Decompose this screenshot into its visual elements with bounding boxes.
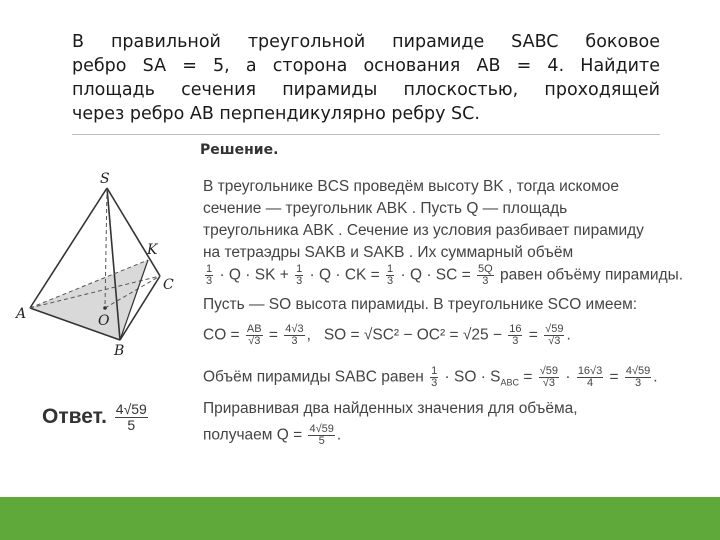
pyramid-figure <box>10 168 185 358</box>
problem-line-4: через ребро AB перпендикулярно ребру SC. <box>72 104 480 124</box>
solution-line-1: В треугольнике BCS проведём высоту BK , тогда искомое <box>203 178 620 195</box>
fraction: $\frac{16}{3}$ <box>509 323 522 347</box>
solution-line-6: Пусть — SO высота пирамиды. В треугольнике SCO имеем: <box>203 296 638 313</box>
solution-line-10: получаем Q = $\frac{4√59}{5}$ . <box>203 423 342 447</box>
problem-line-1: В правильной треугольной пирамиде SABC боковое <box>72 32 660 52</box>
solution-line-3: треугольника ABK . Сечение из условия разбивает пирамиду <box>203 222 644 239</box>
solution-line-5: $\frac{1}{3}$ · Q · SK + $\frac{1}{3}$ · Q · CK = $\frac{1}{3}$ · Q · SC = $\frac{5Q}{3}$ равен объёму пирамиды. <box>206 263 684 287</box>
section-triangle <box>30 260 148 340</box>
problem-line-3: площадь сечения пирамиды плоскостью, проходящей <box>72 80 660 100</box>
fraction: $\frac{1}{3}$ <box>387 263 394 287</box>
fraction: $\frac{4√59}{5}$ <box>309 423 334 447</box>
label-B: B <box>114 343 125 358</box>
divider <box>72 134 660 135</box>
fraction: $\frac{1}{3}$ <box>206 263 213 287</box>
solution-title: Решение. <box>200 142 279 158</box>
solution-line-8: Объём пирамиды SABC равен $\frac{1}{3}$ · SO · $S_{ABC}$ = $\frac{√59}{√3}$ · $\frac{16√3}{4}$ = $\frac{4√59}{3}$ . <box>203 365 658 389</box>
solution-line-2: сечение — треугольник ABK . Пусть Q — площадь <box>203 200 568 217</box>
problem-line-2: ребро SA = 5, а сторона основания AB = 4. Найдите <box>72 56 660 76</box>
fraction: $\frac{4√3}{3}$ <box>285 323 304 347</box>
bottom-bar <box>0 497 720 540</box>
solution-line-7: CO = $\frac{AB}{√3}$ = $\frac{4√3}{3}$ , SO = √SC² − OC² = √25 − $\frac{16}{3}$ = $\frac{√59}{√3}$ . <box>203 323 571 347</box>
label-K: K <box>147 242 158 258</box>
fraction: $\frac{5Q}{3}$ <box>478 263 493 287</box>
fraction: $\frac{√59}{√3}$ <box>545 323 564 347</box>
label-A: A <box>16 306 27 322</box>
fraction: $\frac{16√3}{4}$ <box>577 365 603 389</box>
answer-fraction: $\frac{4√59}{5}$ <box>115 401 147 433</box>
fraction: $\frac{4√59}{3}$ <box>625 365 651 389</box>
solution-line-9: Приравнивая два найденных значения для объёма, <box>203 400 578 417</box>
solution-line-4: на тетраэдры SAKB и SAKB . Их суммарный объём <box>203 244 574 261</box>
problem-statement <box>72 30 660 126</box>
answer-label: Ответ. <box>42 405 107 429</box>
label-S: S <box>100 171 110 187</box>
label-O: O <box>98 313 110 329</box>
label-C: C <box>163 277 174 293</box>
fraction: $\frac{1}{3}$ <box>296 263 303 287</box>
fraction: $\frac{√59}{√3}$ <box>539 365 559 389</box>
fraction: $\frac{1}{3}$ <box>431 365 438 389</box>
answer <box>42 402 150 433</box>
fraction: $\frac{AB}{√3}$ <box>246 323 262 347</box>
